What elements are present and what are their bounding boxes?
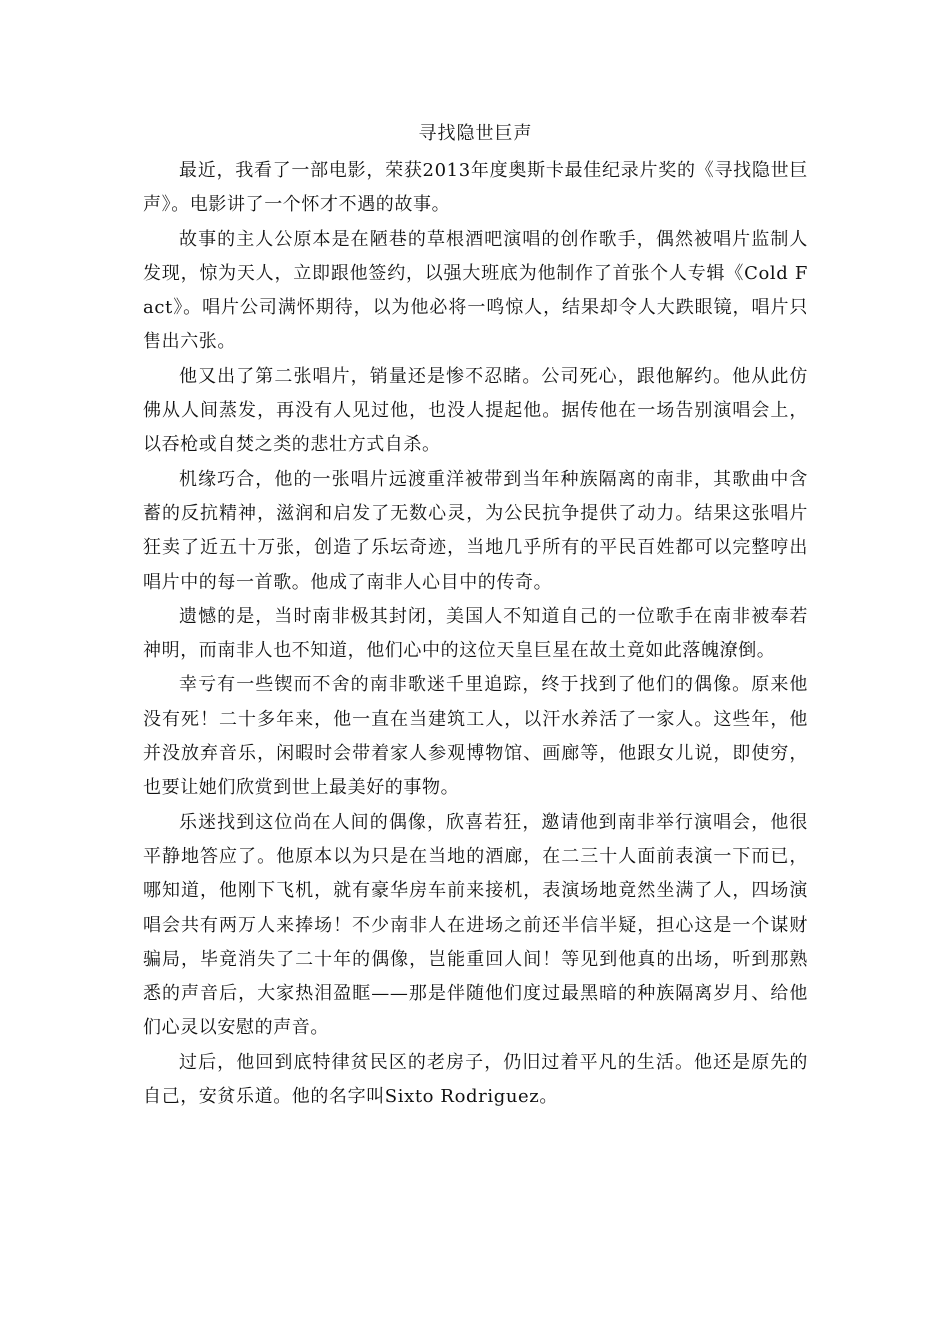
- document-body: [143, 118, 808, 1114]
- paragraph-6: 幸亏有一些锲而不舍的南非歌迷千里追踪，终于找到了他们的偶像。原来他没有死！二十多年来，他一直在当建筑工人，以汗水养活了一家人。这些年，他并没放弃音乐，闲暇时会带着家人参观博物馆、画廊等，他跟女儿说，即使穷，也要让她们欣赏到世上最美好的事物。: [143, 674, 808, 799]
- paragraph-8: 过后，他回到底特律贫民区的老房子，仍旧过着平凡的生活。他还是原先的自己，安贫乐道。他的名字叫Sixto Rodriguez。: [143, 1051, 808, 1108]
- paragraph-1: 最近，我看了一部电影，荣获2013年度奥斯卡最佳纪录片奖的《寻找隐世巨声》。电影讲了一个怀才不遇的故事。: [143, 160, 808, 216]
- document-title: 寻找隐世巨声: [418, 123, 533, 144]
- paragraph-4: 机缘巧合，他的一张唱片远渡重洋被带到当年种族隔离的南非，其歌曲中含蓄的反抗精神，滋润和启发了无数心灵，为公民抗争提供了动力。结果这张唱片狂卖了近五十万张，创造了乐坛奇迹，当地几乎所有的平民百姓都可以完整哼出唱片中的每一首歌。他成了南非人心目中的传奇。: [143, 468, 808, 593]
- paragraph-2: 故事的主人公原本是在陋巷的草根酒吧演唱的创作歌手，偶然被唱片监制人发现，惊为天人，立即跟他签约，以强大班底为他制作了首张个人专辑《Cold Fact》。唱片公司满怀期待，以为他必将一鸣惊人，结果却令人大跌眼镜，唱片只售出六张。: [143, 228, 808, 353]
- paragraph-3: 他又出了第二张唱片，销量还是惨不忍睹。公司死心，跟他解约。他从此仿佛从人间蒸发，再没有人见过他，也没人提起他。据传他在一场告别演唱会上，以吞枪或自焚之类的悲壮方式自杀。: [143, 365, 808, 456]
- paragraph-5: 遗憾的是，当时南非极其封闭，美国人不知道自己的一位歌手在南非被奉若神明，而南非人也不知道，他们心中的这位天皇巨星在故土竟如此落魄潦倒。: [143, 605, 808, 662]
- paragraph-7: 乐迷找到这位尚在人间的偶像，欣喜若狂，邀请他到南非举行演唱会，他很平静地答应了。他原本以为只是在当地的酒廊，在二三十人面前表演一下而已，哪知道，他刚下飞机，就有豪华房车前来接机，表演场地竟然坐满了人，四场演唱会共有两万人来捧场！不少南非人在进场之前还半信半疑，担心这是一个谋财骗局，毕竟消失了二十年的偶像，岂能重回人间！等见到他真的出场，听到那熟悉的声音后，大家热泪盈眶——那是伴随他们度过最黑暗的种族隔离岁月、给他们心灵以安慰的声音。: [143, 811, 808, 1039]
